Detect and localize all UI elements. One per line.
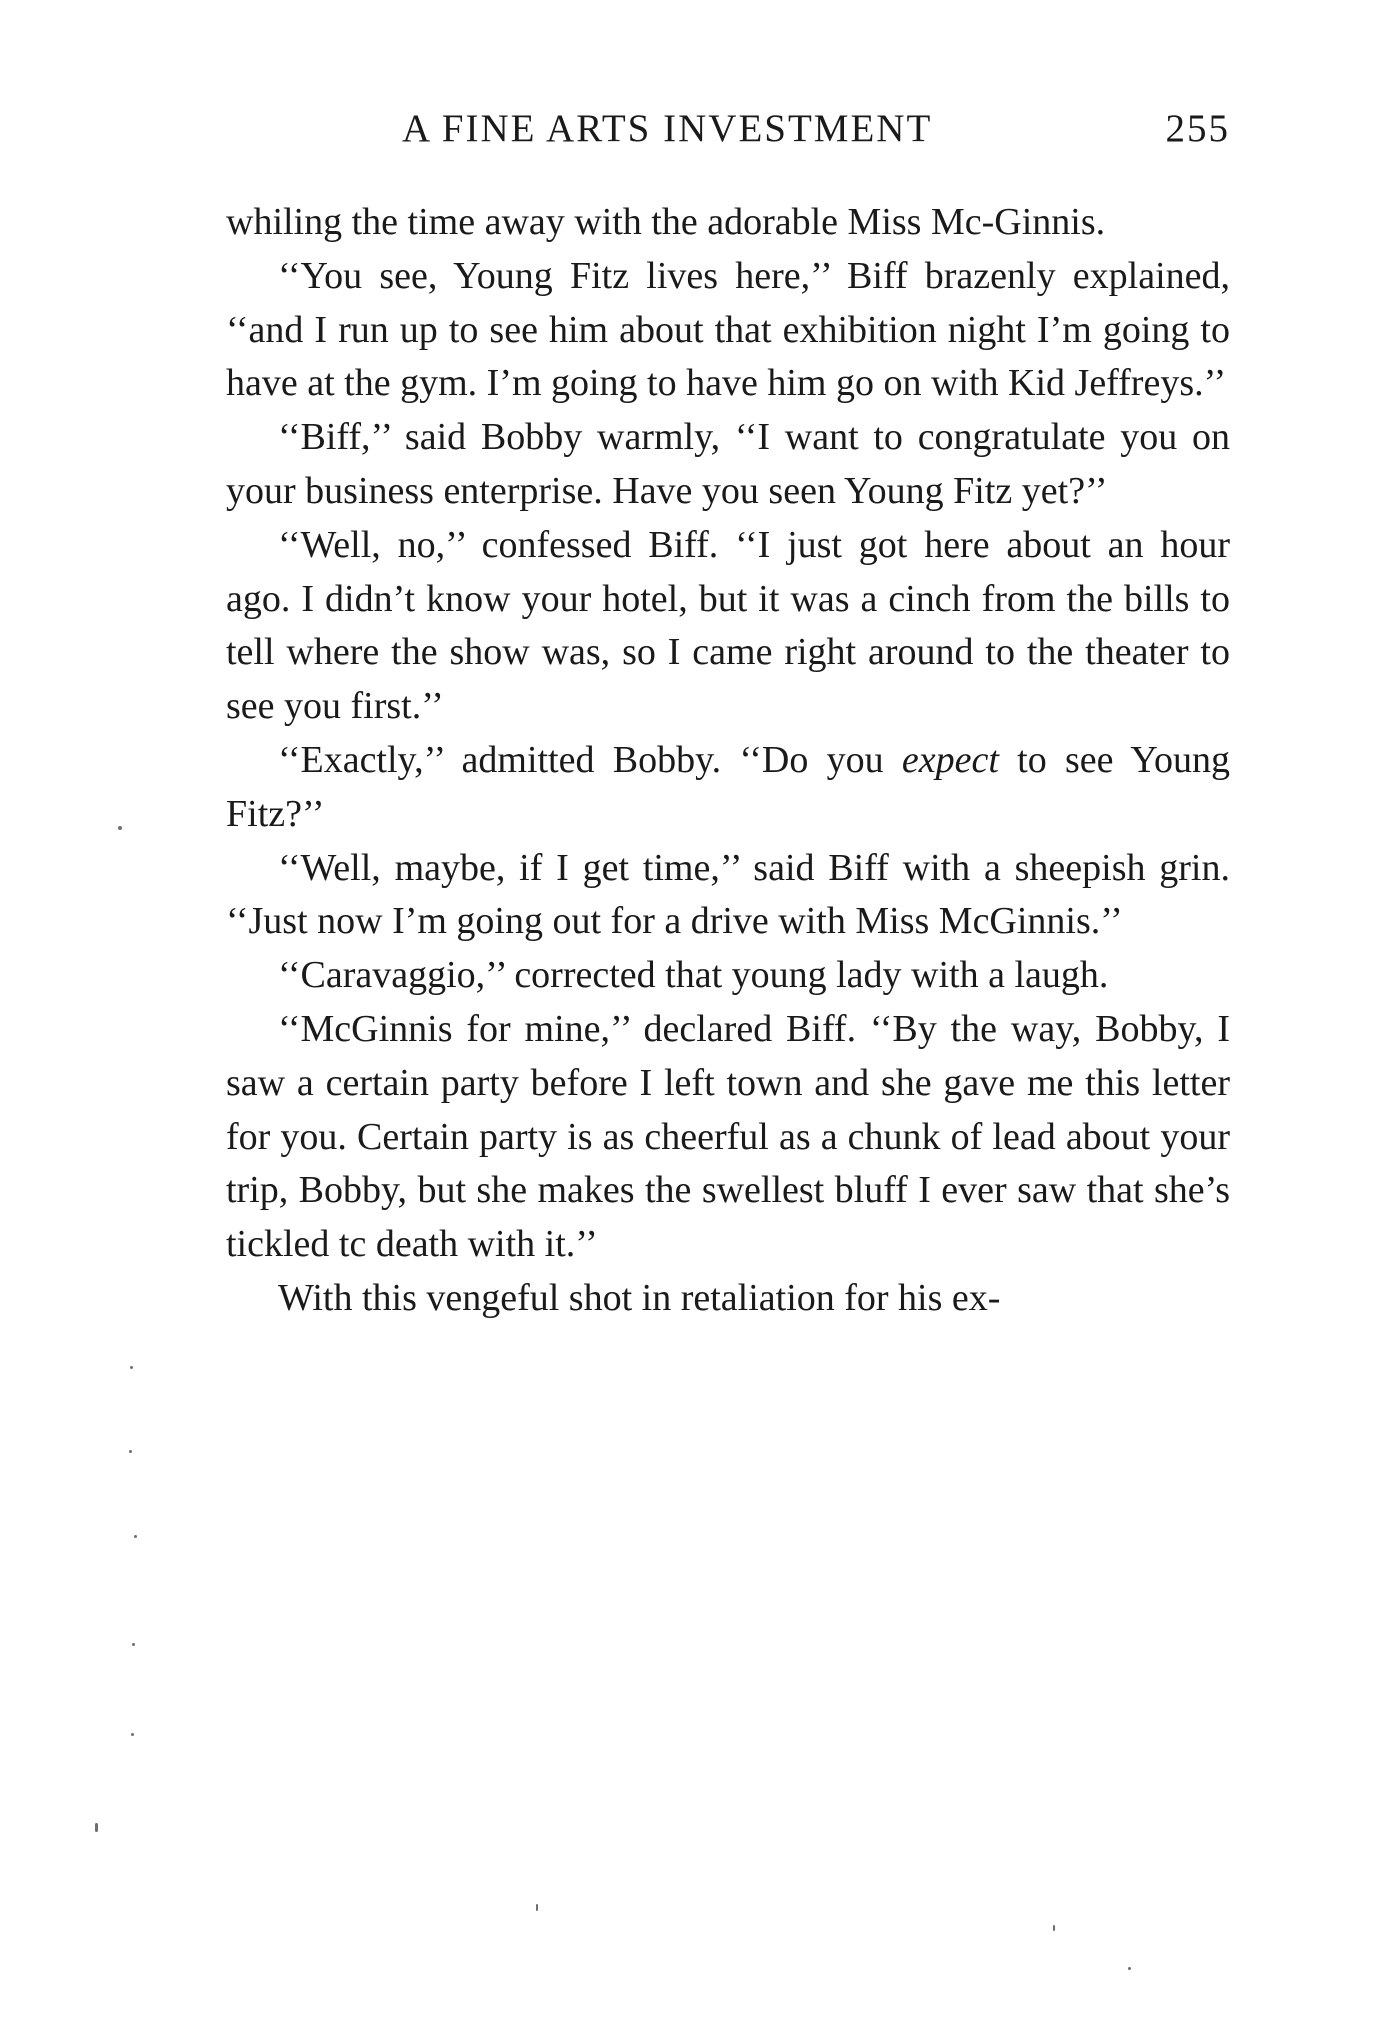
- scan-speck: [1128, 1967, 1131, 1970]
- scan-speck: [118, 826, 122, 830]
- scan-speck: [1053, 1925, 1055, 1931]
- paragraph: ‘‘You see, Young Fitz lives here,’’ Biff brazenly explained, ‘‘and I run up to see him about that exhibition night I’m going to have at the gym. I’m going to have him go on with Kid Jeffreys.’’: [226, 254, 1230, 405]
- paragraph: ‘‘Caravaggio,’’ corrected that young lady with a laugh.: [278, 954, 1109, 997]
- paragraph: ‘‘McGinnis for mine,’’ declared Biff. ‘‘By the way, Bobby, I saw a certain party before I left town and she gave me this letter for you. Certain party is as cheerful as a chunk of lead about your trip, Bobby, but she makes the swellest bluff I ever saw that she’s tickled tc death with it.’’: [226, 1007, 1230, 1266]
- paragraph: With this vengeful shot in retaliation for his ex-: [278, 1276, 1001, 1319]
- body-text: [226, 196, 1230, 1326]
- scan-speck: [536, 1904, 538, 1911]
- paragraph: ‘‘Well, no,’’ confessed Biff. ‘‘I just got here about an hour ago. I didn’t know your hotel, but it was a cinch from the bills to tell where the show was, so I came right around to the theater to see you first.’’: [226, 523, 1230, 728]
- scan-speck: [95, 1823, 98, 1832]
- running-title: A FINE ARTS INVESTMENT: [402, 107, 933, 150]
- page-number: 255: [1165, 107, 1230, 150]
- paragraph: ‘‘Well, maybe, if I get time,’’ said Biff with a sheepish grin. ‘‘Just now I’m going out for a drive with Miss McGinnis.’’: [226, 846, 1230, 943]
- scan-speck: [130, 1366, 133, 1369]
- scan-speck: [129, 1450, 132, 1453]
- scan-speck: [131, 1733, 134, 1736]
- paragraph-text: ‘‘Exactly,’’ admitted Bobby. ‘‘Do you: [278, 738, 902, 781]
- paragraph-continued: whiling the time away with the adorable Miss Mc-Ginnis.: [226, 201, 1106, 243]
- scan-speck: [132, 1643, 135, 1646]
- emphasized-word: expect: [901, 738, 999, 781]
- paragraph: ‘‘Biff,’’ said Bobby warmly, ‘‘I want to congratulate you on your business enterprise. Have you seen Young Fitz yet?’’: [226, 416, 1230, 512]
- scan-speck: [134, 1535, 137, 1538]
- paragraph: [226, 734, 1230, 842]
- paragraph-text: to see Young Fitz?’’: [226, 738, 1230, 835]
- page-header: [226, 106, 1230, 166]
